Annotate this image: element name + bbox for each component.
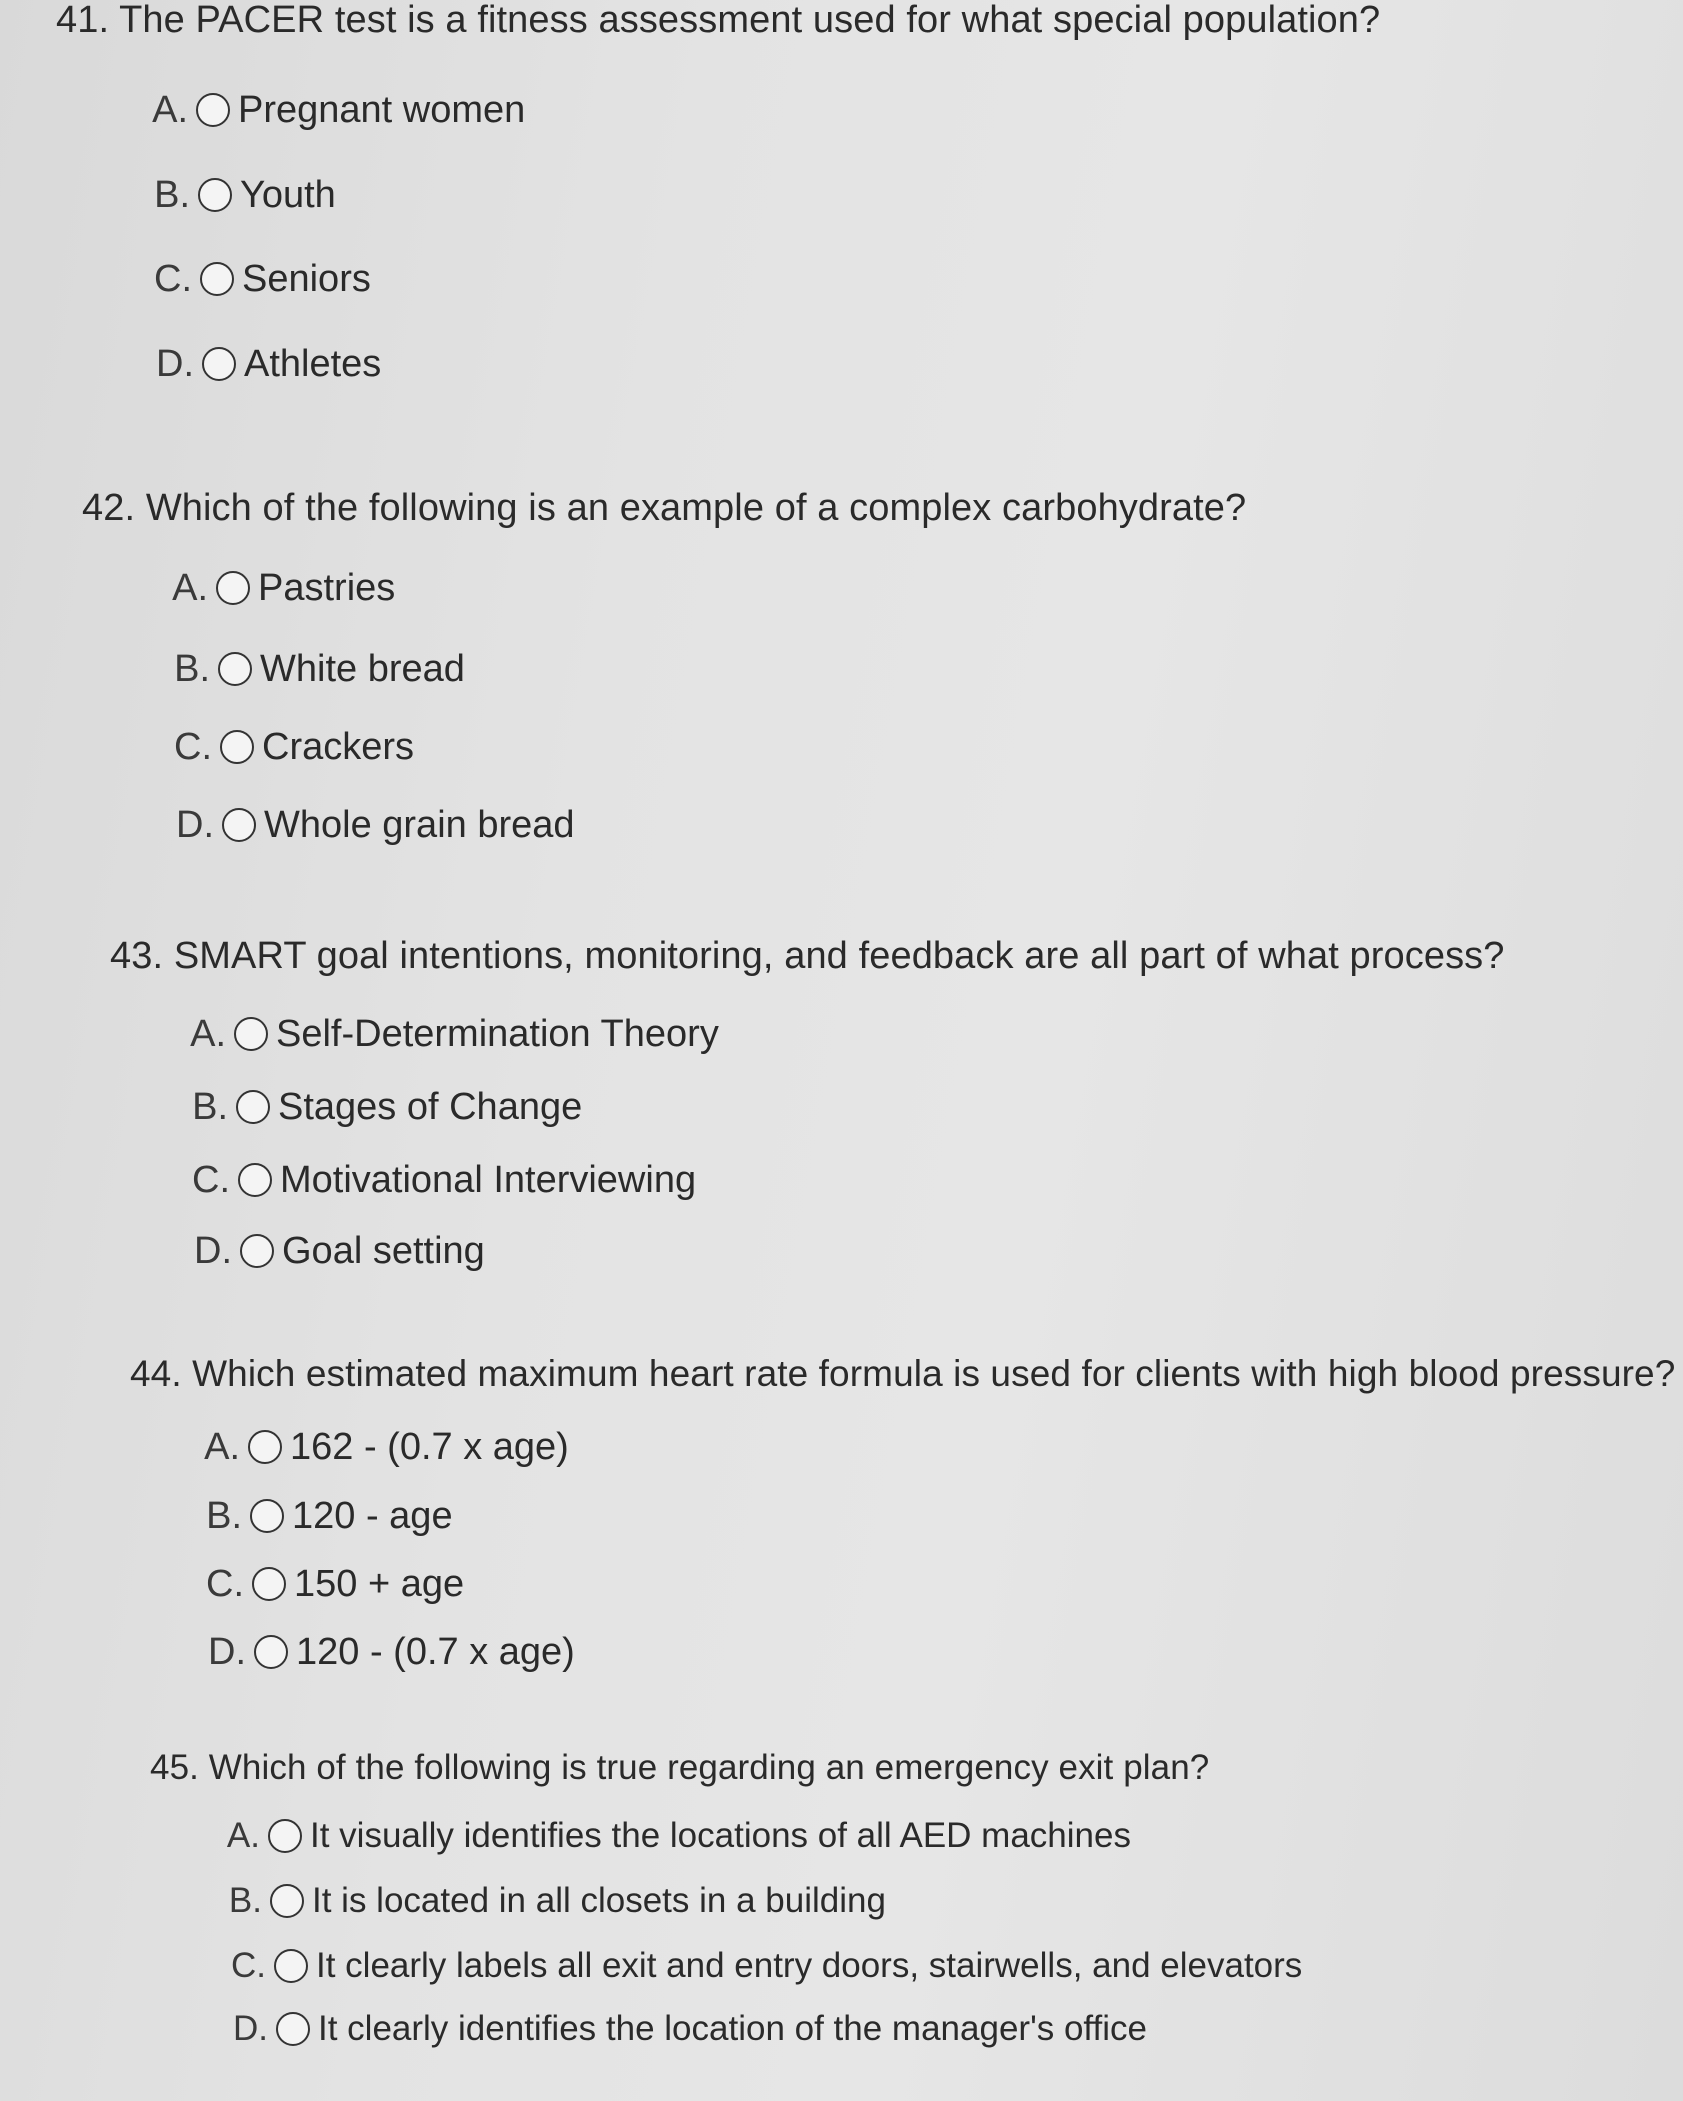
option-label[interactable]: Pregnant women [238,89,526,131]
radio-button[interactable] [202,347,236,381]
question-number: 44. [130,1353,182,1394]
question-prompt: Which of the following is an example of a complex carbohydrate? [145,487,1247,529]
option-letter: B. [206,1495,242,1537]
option-45-c[interactable] [222,1942,1302,1990]
option-41-a[interactable] [144,86,525,134]
option-label[interactable]: Self-Determination Theory [276,1013,719,1055]
radio-button[interactable] [276,2012,310,2046]
option-label[interactable]: Stages of Change [278,1086,583,1128]
option-42-c[interactable] [168,723,414,771]
radio-button[interactable] [274,1949,308,1983]
option-label[interactable]: Motivational Interviewing [280,1159,697,1201]
option-42-b[interactable] [166,645,465,693]
question-number: 45. [150,1748,199,1787]
radio-button[interactable] [234,1017,268,1051]
option-label[interactable]: Whole grain bread [264,804,575,846]
option-42-a[interactable] [164,564,395,612]
question-prompt: SMART goal intentions, monitoring, and feedback are all part of what process? [173,935,1505,977]
option-label[interactable]: Crackers [262,726,415,768]
option-label[interactable]: White bread [260,648,465,690]
question-prompt: Which estimated maximum heart rate formula is used for clients with high blood pressure? [192,1353,1676,1394]
option-45-b[interactable] [218,1877,886,1925]
question-43 [110,932,1505,980]
radio-button[interactable] [250,1499,284,1533]
option-letter: D. [208,1631,246,1673]
option-label[interactable]: It clearly identifies the location of the manager's office [318,2009,1147,2048]
option-letter: A. [190,1013,226,1055]
radio-button[interactable] [196,93,230,127]
radio-button[interactable] [254,1635,288,1669]
option-letter: B. [154,174,190,216]
option-43-a[interactable] [182,1010,719,1058]
question-44-text [130,1350,1675,1398]
option-44-b[interactable] [198,1492,453,1540]
option-41-d[interactable] [150,340,381,388]
question-44 [130,1350,1675,1398]
question-42 [82,484,1246,532]
radio-button[interactable] [200,262,234,296]
option-label[interactable]: 162 - (0.7 x age) [290,1426,569,1468]
radio-button[interactable] [236,1090,270,1124]
option-label[interactable]: It is located in all closets in a building [312,1881,886,1920]
radio-button[interactable] [198,178,232,212]
option-label[interactable]: 150 + age [294,1563,465,1605]
radio-button[interactable] [218,652,252,686]
option-letter: C. [192,1159,230,1201]
question-43-text [110,932,1505,980]
question-42-text [82,484,1246,532]
option-43-b[interactable] [184,1083,582,1131]
option-label[interactable]: Goal setting [282,1230,485,1272]
option-44-a[interactable] [196,1423,569,1471]
option-label[interactable]: Seniors [242,258,371,300]
option-44-c[interactable] [200,1560,464,1608]
option-label[interactable]: Athletes [244,343,382,385]
option-letter: D. [176,804,214,846]
option-letter: B. [174,648,210,690]
option-44-d[interactable] [202,1628,575,1676]
question-prompt: Which of the following is true regarding an emergency exit plan? [208,1748,1210,1787]
question-45-text [150,1744,1209,1792]
option-label[interactable]: 120 - (0.7 x age) [296,1631,575,1673]
radio-button[interactable] [240,1234,274,1268]
question-41 [56,0,1380,44]
radio-button[interactable] [220,730,254,764]
option-letter: D. [194,1230,232,1272]
option-43-c[interactable] [186,1156,696,1204]
option-letter: A. [204,1426,240,1468]
option-letter: D. [233,2009,268,2048]
option-45-d[interactable] [224,2005,1147,2053]
radio-button[interactable] [252,1567,286,1601]
option-41-b[interactable] [146,171,336,219]
question-number: 42. [82,487,136,529]
option-letter: A. [152,89,188,131]
option-label[interactable]: 120 - age [292,1495,453,1537]
option-43-d[interactable] [188,1227,485,1275]
radio-button[interactable] [238,1163,272,1197]
question-41-text [56,0,1380,44]
option-letter: A. [226,1816,260,1855]
option-letter: C. [154,258,192,300]
question-45 [150,1744,1209,1792]
option-label[interactable]: It clearly labels all exit and entry doors, stairwells, and elevators [316,1946,1303,1985]
option-label[interactable]: Pastries [258,567,396,609]
option-letter: C. [231,1946,266,1985]
option-41-c[interactable] [148,255,371,303]
option-45-a[interactable] [216,1812,1131,1860]
question-number: 43. [110,935,164,977]
option-letter: C. [206,1563,244,1605]
option-label[interactable]: Youth [240,174,336,216]
radio-button[interactable] [248,1430,282,1464]
radio-button[interactable] [268,1819,302,1853]
option-letter: A. [172,567,208,609]
option-letter: B. [192,1086,228,1128]
option-letter: B. [228,1881,262,1920]
option-42-d[interactable] [170,801,575,849]
radio-button[interactable] [216,571,250,605]
option-letter: D. [156,343,194,385]
option-label[interactable]: It visually identifies the locations of all AED machines [310,1816,1131,1855]
question-number: 41. [56,0,110,41]
radio-button[interactable] [270,1884,304,1918]
option-letter: C. [174,726,212,768]
radio-button[interactable] [222,808,256,842]
question-prompt: The PACER test is a fitness assessment used for what special population? [119,0,1381,41]
